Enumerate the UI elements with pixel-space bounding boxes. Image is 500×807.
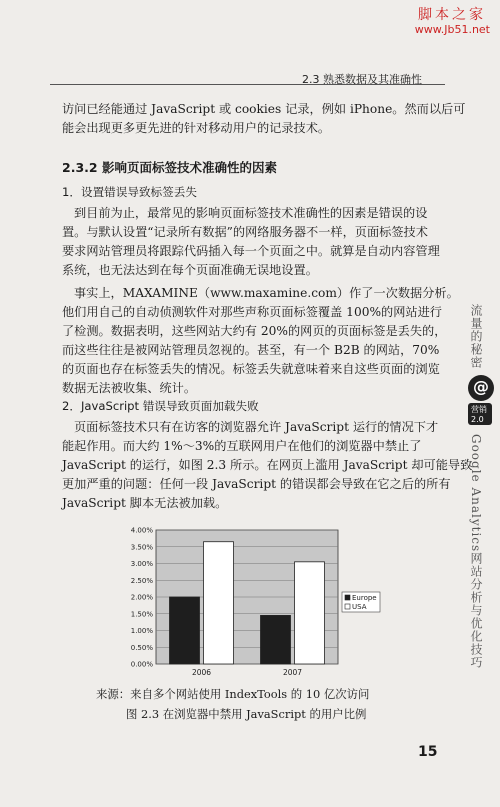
- y-tick-label: 0.00%: [130, 660, 153, 669]
- text-line: 页面标签技术只有在访客的浏览器允许 JavaScript 运行的情况下才: [74, 420, 439, 434]
- text-line: 到目前为止，最常见的影响页面标签技术准确性的因素是错误的设: [74, 206, 428, 220]
- legend-swatch-europe: [345, 595, 350, 600]
- text-line: JavaScript 的运行，如图 2.3 所示。在网页上滥用 JavaScript 却可能导致: [62, 458, 473, 472]
- running-head: 2.3 熟悉数据及其准确性: [302, 73, 422, 86]
- side-tab: [468, 304, 492, 669]
- y-tick-label: 2.50%: [130, 576, 153, 585]
- legend-swatch-usa: [345, 604, 350, 609]
- side-tab-badge-label: 营销2.0: [468, 403, 492, 425]
- legend-label-usa: USA: [352, 603, 367, 611]
- chart-source: 来源：来自多个网站使用 IndexTools 的 10 亿次访问: [96, 687, 370, 701]
- text-line: 访问已经能通过 JavaScript 或 cookies 记录，例如 iPhone。然而以后可: [62, 102, 466, 116]
- text-line: 他们用自己的自动侦测软件对那些声称页面标签覆盖 100%的网站进行: [62, 305, 442, 319]
- text-line: 能起作用。而大约 1%～3%的互联网用户在他们的浏览器中禁止了: [62, 439, 422, 453]
- paragraph-2: [62, 284, 459, 398]
- y-tick-label: 1.00%: [130, 627, 153, 635]
- text-line: JavaScript 脚本无法被加载。: [62, 496, 228, 510]
- side-tab-bottom-text: Google Analytics网站分析与优化技巧: [469, 434, 483, 670]
- text-line: 事实上，MAXAMINE（www.maxamine.com）作了一次数据分析。: [74, 286, 459, 300]
- paragraph-1: [62, 204, 444, 280]
- y-tick-label: 3.50%: [130, 543, 153, 552]
- watermark-url: www.Jb51.net: [414, 23, 490, 36]
- subsection-heading-1: [62, 183, 444, 202]
- x-tick-label: 2006: [191, 668, 212, 677]
- paragraph-intro: [62, 100, 466, 138]
- text-line: 要求网站管理员将跟踪代码插入每一个页面之中。就算是自动内容管理: [62, 244, 440, 258]
- paragraph-3: [62, 418, 473, 513]
- section-title: 2.3.2 影响页面标签技术准确性的因素: [62, 160, 277, 175]
- x-tick-label: 2007: [282, 668, 303, 677]
- bar-europe-2006: [170, 597, 200, 664]
- bar-europe-2007: [261, 615, 291, 664]
- subsection-heading-2: [62, 397, 444, 416]
- page-number: 15: [418, 744, 438, 760]
- figure-chart: [118, 524, 388, 686]
- text-line: 更加严重的问题：任何一段 JavaScript 的错误都会导致在它之后的所有: [62, 477, 451, 491]
- figure-caption: 图 2.3 在浏览器中禁用 JavaScript 的用户比例: [126, 707, 367, 721]
- text-line: 能会出现更多更先进的针对移动用户的记录技术。: [62, 121, 331, 135]
- watermark-site-name: 脚本之家: [418, 7, 486, 23]
- text-line: 系统，也无法达到在每个页面准确无误地设置。: [62, 263, 318, 277]
- text-line: 置。与默认设置“记录所有数据”的网络服务器不一样，页面标签技术: [62, 225, 428, 239]
- text-line: 数据无法被收集、统计。: [62, 381, 197, 395]
- header-rule: [50, 84, 445, 85]
- y-tick-label: 1.50%: [130, 610, 153, 619]
- bar-usa-2006: [204, 542, 234, 664]
- at-sign-icon: @: [468, 375, 494, 401]
- side-tab-top-text: 流量的秘密: [469, 304, 483, 369]
- text-line: 而这些往往是被网站管理员忽视的。甚至，有一个 B2B 的网站，70%: [62, 343, 440, 357]
- y-tick-label: 2.00%: [130, 593, 153, 602]
- text-line: 的页面也存在标签丢失的情况。标签丢失就意味着来自这些页面的浏览: [62, 362, 440, 376]
- subsection-title: 1．设置错误导致标签丢失: [62, 185, 197, 199]
- y-tick-label: 4.00%: [130, 526, 153, 535]
- subsection-title: 2．JavaScript 错误导致页面加载失败: [62, 399, 259, 413]
- text-line: 了检测。数据表明，这些网站大约有 20%的网页的页面标签是丢失的，: [62, 324, 447, 338]
- legend-label-europe: Europe: [352, 594, 377, 602]
- y-tick-label: 3.00%: [130, 560, 153, 568]
- y-tick-label: 0.50%: [130, 643, 153, 652]
- bar-usa-2007: [295, 562, 325, 664]
- bar-chart: [131, 527, 380, 678]
